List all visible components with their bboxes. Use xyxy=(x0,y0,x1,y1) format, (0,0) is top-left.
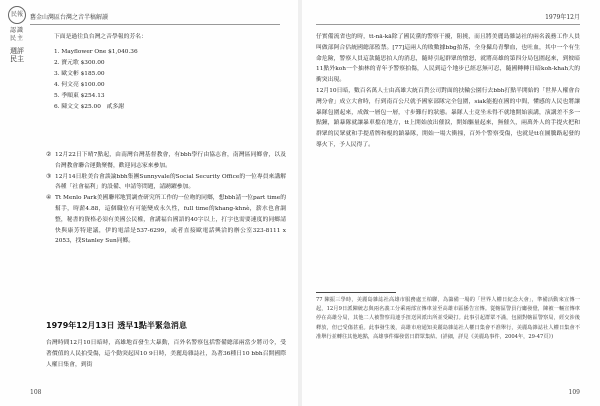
side-vertical-title: 週評民主 xyxy=(10,47,24,63)
section-heading: 1979年12月13日 透早1點半緊急消息 xyxy=(46,321,187,330)
notice-text: 12月14日駐美台會談論bbh集團Sunnyvale的Social Security Office的一位專員來講解各種「社會福利」的設備、申請等問題，請踴躍參加。 xyxy=(55,173,286,191)
donor-item: 5. 季順東 $254.13 xyxy=(54,92,105,99)
page-number-right: 109 xyxy=(568,389,580,396)
numbered-notices xyxy=(46,150,286,247)
donor-item: 3. 歐文彬 $185.00 xyxy=(54,70,105,77)
page-number-left: 108 xyxy=(30,389,42,396)
section-text xyxy=(46,338,286,370)
right-page xyxy=(302,0,600,406)
section-paragraph: 台灣時間12月10日暗時，高雄地首發生大暴動，百外名警察包括警備總部兩當少將司令，受著價值的人民拍受傷，這个動突起因10 9日時，美麗島雜誌社，為著36種日10 bbh召開國際人權日集會，到街 xyxy=(46,340,286,368)
donor-item: 4. 何文亮 $100.00 xyxy=(54,81,105,88)
right-body xyxy=(316,32,580,151)
left-body xyxy=(54,32,286,113)
donor-item: 2. 寶元歌 $300.00 xyxy=(54,59,105,66)
donor-intro: 下面是過往負台灣之音學報的芳名： xyxy=(54,34,147,40)
notice-text: Tt Menlo Park美國聯邦地質調查研究所工作的一位吻的同鄉，想bbh請一位part time的幫手，時薪4.88，這個職位有可能變成永久性，full time的khang-khnè，薪水也會調整，秘書的資格必須有美國公民權，會講福台國語的40字以上，打字也需要速度的同鄉請快與康芳特建議，伊的電話是537-6299，或者直接歐電話興洽的辦公室323-8111 x 2053，找Stanley Sun同鄉。 xyxy=(55,195,286,245)
notice-number: ④ xyxy=(46,195,52,202)
notice-paragraph xyxy=(46,193,286,247)
body-paragraph: 仔實備流省也的時，tt-nā-kā除了國民黨的警察干擾，阻撓，而且將美麗島雜誌社的兩名義務工作人員叫做部阿合估統國總部監禁。[77]這兩人的敗數據bbg拍落，全身攝烏青擊血，也吐血，其中一个有生命危險，警察人員這款隨思拍人的消息，隨時引起群眾的憤怒，就將高雄的第四分局包圍起來，到彼暗11點外koh一个抽林的青年予警察拍傷，人民到這个地步已經忍無可忍，隨國轉轉日暗koh-khah大的衝突出現。 xyxy=(316,34,580,84)
running-head-left: 舊金山灣區台灣之音半稿解讀 xyxy=(30,14,109,21)
header-rule-right xyxy=(316,24,580,25)
footnote-text: 77 陳振三學時，美麗島雜誌社高雄市服務處王柏聯，為籌備一場的「世界人權日紀念大會」，準備活動來宣傳一起，12月9日派陳統志與兩名義工分乘兩部宣傳車並至高雄市區播告宣傳。從轄區警員行廳發覺，陳被一輛宣傳車停在高雄分局，其他二人被警察局連手扭送回派出所並受毆打。此事引起群眾不滿，包圍對轄區警察局，經交涉後釋放，但已受傷甚重。此事發生後，高雄市府通知美麗島雜誌社人權日集會不准舉行，美麗島雜誌社人權日集會不准舉行並轉往其他地點，高雄事件爆發當日群眾集結。(詳細，詳見《美麗島事件，2004年，29-47頁》) xyxy=(316,297,580,340)
notice-paragraph xyxy=(46,150,286,172)
notice-text: 12月22日下晴7點起，由南灣台灣基督教會，有bbh學行由協志會，南灣區同鄉會，以及台灣教會聯合運動聚餐，歡迎同志家來參加。 xyxy=(55,152,286,169)
body-paragraph: 12月10日暗，數百名萬人士由高雄大統百貨公司對面的扶輪公園行去bbh打點半開始的「世界人權會台灣分會」成立大會時，行到南百公尺就予國家部隊完全包圍，siak能抱在國的中間，懂感的人民也將讓暴隊包圍起來，成做一層包一層，寸步難行的狀態。暴隊人士竟坐未得不就地開始演講，演講差不多一點鐘，鎮暴隊就讓暴車擋在地方，tt上開始放出催淚，開始驅量起來，無催久，兩萬外人的手提火把和群眾的民眾就和手提盾牌和棍的鎮暴隊，開始一場大衝撞，百外个警察受傷，也就是tt在圖騰路起發的導火下，予人民得了。 xyxy=(316,87,580,148)
footnote-rule xyxy=(316,292,396,293)
donor-item: 6. 陳文文 $25.00 貳多謝 xyxy=(54,103,125,110)
notice-number: ③ xyxy=(46,173,52,180)
side-tab-strip xyxy=(8,6,26,63)
header-rule-left xyxy=(30,24,280,25)
footnote xyxy=(316,296,580,342)
running-head-right: 1979年12月 xyxy=(545,14,580,21)
notice-paragraph xyxy=(46,172,286,194)
publisher-logo: 民報 xyxy=(8,6,26,24)
side-tab-label: 認識民主 xyxy=(9,27,24,42)
notice-number: ② xyxy=(46,152,52,158)
left-page xyxy=(0,0,298,406)
donor-item: 1. Mayflower One $1,040.36 xyxy=(54,48,138,55)
